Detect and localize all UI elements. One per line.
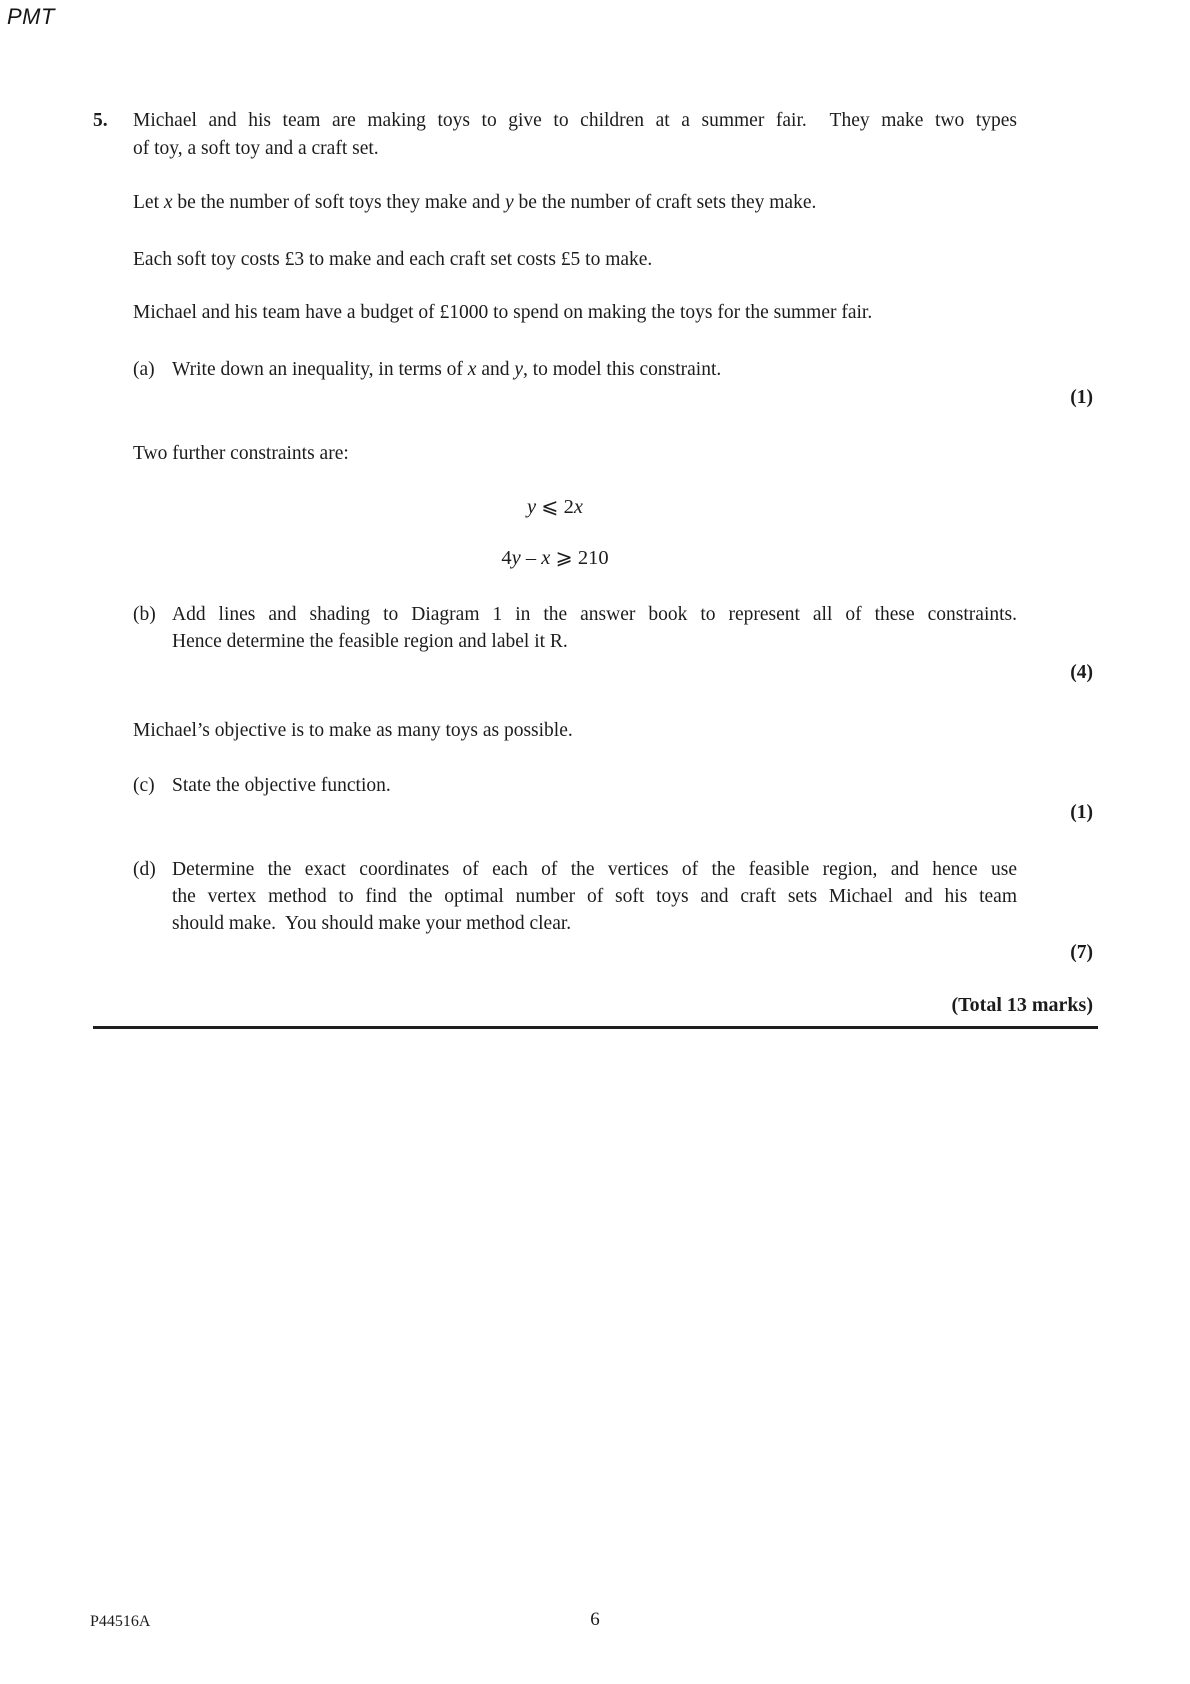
constraints-intro: Two further constraints are: — [133, 443, 349, 464]
part-a-label: (a) — [133, 359, 155, 380]
part-d-marks: (7) — [1070, 942, 1093, 963]
constraint-inequality-2: 4y – x ⩾ 210 — [501, 547, 609, 569]
part-a-marks: (1) — [1070, 387, 1093, 408]
variable-y: y — [505, 192, 514, 213]
part-b-label: (b) — [133, 604, 156, 625]
variable-y: y — [514, 359, 524, 380]
budget-statement: Michael and his team have a budget of £1000 to spend on making the toys for the summer fair. — [133, 302, 873, 323]
footer-page-number: 6 — [590, 1609, 600, 1630]
cost-statement: Each soft toy costs £3 to make and each craft set costs £5 to make. — [133, 249, 653, 270]
part-a-text: Write down an inequality, in terms of x and y, to model this constraint. — [172, 359, 722, 380]
variable-y: y — [527, 496, 537, 518]
footer-paper-code: P44516A — [90, 1613, 151, 1630]
part-d-line1: (d) Determine the exact coordinates of each of the vertices of the feasible region, and hence use — [133, 856, 1017, 883]
question-intro-line2: of toy, a soft toy and a craft set. — [133, 138, 379, 159]
pmt-watermark: PMT — [7, 4, 55, 29]
part-c-label: (c) — [133, 775, 155, 796]
constraint-inequality-1: y ⩽ 2x — [527, 496, 583, 518]
variable-x: x — [467, 359, 477, 380]
part-c-marks: (1) — [1070, 802, 1093, 823]
let-statement: Let x be the number of soft toys they make and y be the number of craft sets they make. — [133, 192, 817, 213]
part-b-marks: (4) — [1070, 662, 1093, 683]
variable-x: x — [163, 192, 173, 213]
part-c — [133, 772, 1017, 799]
question-intro-line1: Michael and his team are making toys to give to children at a summer fair. They make two types — [133, 110, 1017, 131]
question-divider-rule — [93, 1026, 1098, 1029]
variable-y: y — [511, 547, 521, 569]
part-c-text: State the objective function. — [172, 775, 391, 796]
question-number: 5. — [93, 110, 108, 131]
variable-x: x — [541, 547, 551, 569]
objective-statement: Michael’s objective is to make as many toys as possible. — [133, 720, 573, 741]
part-a — [133, 356, 1017, 383]
part-d-line2: the vertex method to find the optimal number of soft toys and craft sets Michael and his team — [172, 886, 1017, 907]
part-b-line1: (b) Add lines and shading to Diagram 1 in the answer book to represent all of these constraints. — [133, 601, 1017, 628]
part-d-label: (d) — [133, 859, 156, 880]
variable-x: x — [573, 496, 583, 518]
part-b-line2: Hence determine the feasible region and label it R. — [172, 631, 568, 652]
total-marks: (Total 13 marks) — [951, 994, 1093, 1016]
part-d-line3: should make. You should make your method clear. — [172, 913, 572, 934]
